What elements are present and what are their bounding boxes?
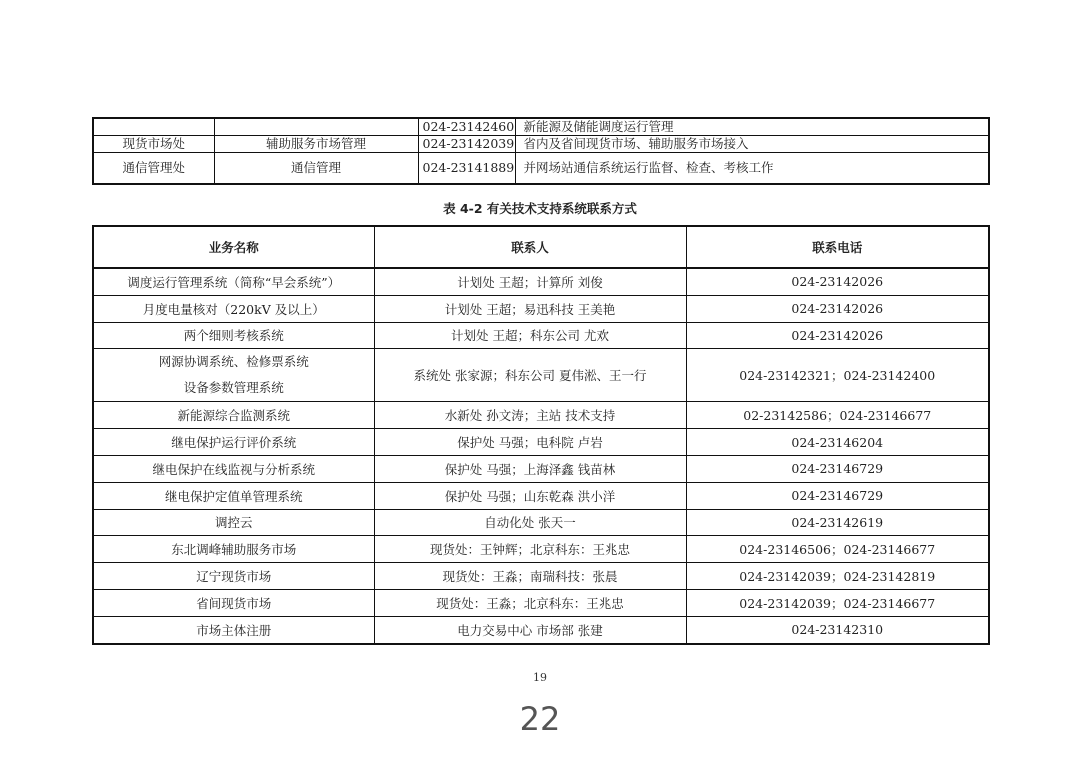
table-row — [93, 402, 989, 429]
table-row — [93, 295, 989, 322]
table-row — [93, 429, 989, 456]
table-row — [93, 268, 989, 295]
description-cell: 新能源及储能调度运行管理 — [515, 118, 989, 136]
contact-cell: 系统处 张家源；科东公司 夏伟淞、王一行 — [374, 349, 686, 402]
table-row — [93, 322, 989, 349]
phone-cell: 024-23146506；024-23146677 — [686, 536, 989, 563]
phone-cell: 024-23142026 — [686, 268, 989, 295]
header-contact: 联系人 — [374, 226, 686, 268]
description-cell: 并网场站通信系统运行监督、检查、考核工作 — [515, 153, 989, 185]
table-row — [93, 136, 989, 153]
business-name-cell: 市场主体注册 — [93, 616, 374, 643]
page-number: 19 — [533, 671, 547, 684]
top-contact-table — [92, 117, 990, 185]
contact-cell: 现货处：王淼；北京科东：王兆忠 — [374, 589, 686, 616]
business-cell — [214, 118, 418, 136]
phone-cell: 024-23142039 — [418, 136, 515, 153]
description-cell: 省内及省间现货市场、辅助服务市场接入 — [515, 136, 989, 153]
business-name-cell: 继电保护定值单管理系统 — [93, 482, 374, 509]
table-row — [93, 536, 989, 563]
phone-cell: 024-23146729 — [686, 455, 989, 482]
phone-cell: 024-23141889 — [418, 153, 515, 185]
phone-cell: 024-23142026 — [686, 322, 989, 349]
table-header-row — [93, 226, 989, 268]
table-row — [93, 482, 989, 509]
contact-cell: 水新处 孙文涛；主站 技术支持 — [374, 402, 686, 429]
table-row — [93, 455, 989, 482]
business-name-cell: 调度运行管理系统（简称“早会系统”） — [93, 268, 374, 295]
viewer-page-indicator: 22 — [519, 700, 561, 738]
business-name-cell: 月度电量核对（220kV 及以上） — [93, 295, 374, 322]
table-row — [93, 509, 989, 536]
business-name-line: 设备参数管理系统 — [183, 380, 284, 396]
phone-cell: 024-23142039；024-23142819 — [686, 563, 989, 590]
contact-cell: 电力交易中心 市场部 张建 — [374, 616, 686, 643]
header-phone: 联系电话 — [686, 226, 989, 268]
business-name-cell: 两个细则考核系统 — [93, 322, 374, 349]
table-row — [93, 589, 989, 616]
phone-cell: 024-23142310 — [686, 616, 989, 643]
dept-cell: 现货市场处 — [93, 136, 214, 153]
header-business-name: 业务名称 — [93, 226, 374, 268]
table-row — [93, 153, 989, 185]
contact-cell: 现货处：王钟辉；北京科东：王兆忠 — [374, 536, 686, 563]
business-cell: 辅助服务市场管理 — [214, 136, 418, 153]
phone-cell: 024-23142619 — [686, 509, 989, 536]
contact-cell: 计划处 王超；易迅科技 王美艳 — [374, 295, 686, 322]
business-name-cell: 辽宁现货市场 — [93, 563, 374, 590]
phone-cell: 024-23142460 — [418, 118, 515, 136]
contact-cell: 计划处 王超；计算所 刘俊 — [374, 268, 686, 295]
table-row — [93, 563, 989, 590]
phone-cell: 024-23142321；024-23142400 — [686, 349, 989, 402]
dept-cell — [93, 118, 214, 136]
business-name-cell — [93, 349, 374, 402]
table-row — [93, 616, 989, 643]
table-row — [93, 349, 989, 402]
business-name-cell: 继电保护运行评价系统 — [93, 429, 374, 456]
business-name-cell: 调控云 — [93, 509, 374, 536]
dept-cell: 通信管理处 — [93, 153, 214, 185]
contact-cell: 保护处 马强；电科院 卢岩 — [374, 429, 686, 456]
table-title: 表 4-2 有关技术支持系统联系方式 — [443, 201, 637, 216]
phone-cell: 02-23142586；024-23146677 — [686, 402, 989, 429]
business-name-cell: 新能源综合监测系统 — [93, 402, 374, 429]
contact-cell: 计划处 王超；科东公司 尤欢 — [374, 322, 686, 349]
business-name-cell: 省间现货市场 — [93, 589, 374, 616]
phone-cell: 024-23142026 — [686, 295, 989, 322]
business-name-cell: 继电保护在线监视与分析系统 — [93, 455, 374, 482]
business-name-line: 网源协调系统、检修票系统 — [158, 354, 309, 370]
phone-cell: 024-23142039；024-23146677 — [686, 589, 989, 616]
business-name-cell: 东北调峰辅助服务市场 — [93, 536, 374, 563]
business-cell: 通信管理 — [214, 153, 418, 185]
phone-cell: 024-23146204 — [686, 429, 989, 456]
phone-cell: 024-23146729 — [686, 482, 989, 509]
contact-cell: 保护处 马强；山东乾森 洪小洋 — [374, 482, 686, 509]
contact-cell: 保护处 马强；上海泽鑫 钱苗林 — [374, 455, 686, 482]
tech-support-contact-table — [92, 225, 990, 645]
table-row — [93, 118, 989, 136]
contact-cell: 现货处：王淼；南瑞科技：张晨 — [374, 563, 686, 590]
contact-cell: 自动化处 张天一 — [374, 509, 686, 536]
